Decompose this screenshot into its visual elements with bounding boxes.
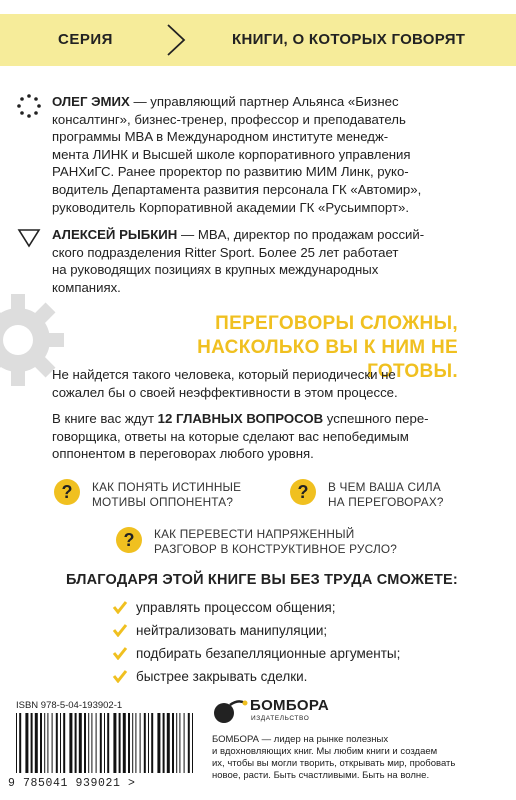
svg-text:?: ? [123,530,135,550]
series-name: КНИГИ, О КОТОРЫХ ГОВОРЯТ [232,31,466,48]
barcode-bar [104,713,105,773]
list-item [112,598,400,618]
barcode-bar [69,713,72,773]
question-line: В ЧЕМ ВАША СИЛА [328,480,441,494]
barcode-bar [52,713,53,773]
author-name: ОЛЕГ ЭМИХ [52,94,130,109]
barcode-bar [40,713,42,773]
question-line: КАК ПЕРЕВЕСТИ НАПРЯЖЕННЫЙ [154,527,355,541]
barcode-bar [119,713,121,773]
barcode-bar [75,713,77,773]
bio-line: компаниях. [52,279,121,295]
benefit-text: нейтрализовать манипуляции; [136,623,328,638]
svg-text:?: ? [297,482,309,502]
barcode-bar [60,713,61,773]
bio-line: консалтинг», бизнес-тренер, профессор и преподаватель [52,111,406,127]
benefit-text: управлять процессом общения; [136,600,336,615]
intro-paragraph [52,366,492,401]
barcode-bar [56,713,58,773]
bombora-logo-icon [212,697,248,725]
intro-line: сожалел бы о своей неэффективности в этом процессе. [52,384,398,400]
barcode-bar [172,713,174,773]
author-name: АЛЕКСЕЙ РЫБКИН [52,227,178,242]
triangle-down-icon [17,228,41,248]
barcode-bar [148,713,149,773]
benefit-text: подбирать безапелляционные аргументы; [136,646,401,661]
barcode-bar [35,713,38,773]
bio-line: — управляющий партнер Альянса «Бизнес [133,94,399,109]
bio-line: водитель Департамента развития персонала ГК «Автомир», [52,181,422,197]
barcode-bar [132,713,133,773]
question-line: НА ПЕРЕГОВОРАХ? [328,495,444,509]
about-line: их, чтобы вы могли творить, открывать мир, пробовать [212,758,456,769]
question-1 [92,480,241,510]
bio-line: — MBA, директор по продажам россий- [180,227,425,242]
list-item [112,621,400,641]
question-line: КАК ПОНЯТЬ ИСТИННЫЕ [92,480,242,494]
barcode-bar [157,713,160,773]
question-3 [154,527,397,557]
barcode-bar [140,713,141,773]
headline-line: ПЕРЕГОВОРЫ СЛОЖНЫ, [215,313,458,334]
barcode-bar [188,713,190,773]
chevron-right-icon [160,22,190,58]
barcode [8,697,200,795]
isbn-text: ISBN 978-5-04-193902-1 [16,700,123,711]
publisher-subtitle: ИЗДАТЕЛЬСТВО [251,715,310,722]
bio-line: руководитель Корпоративной академии ГК «Русьимпорт». [52,199,410,215]
barcode-bar [25,713,28,773]
info-line: говорщика, ответы на которые сделают вас непобедимым [52,428,409,444]
bio-line: программы MBA в Международном институте менедж- [52,129,389,145]
info-highlight: 12 ГЛАВНЫХ ВОПРОСОВ [157,411,324,426]
publisher-name: БОМБОРА [250,697,330,714]
barcode-bar [184,713,185,773]
barcode-bar [19,713,21,773]
list-item [112,644,400,664]
about-line: — лидер на рынке полезных [259,734,389,745]
info-text: В книге вас ждут [52,411,158,426]
barcode-bar [179,713,180,773]
about-line: и вдохновляющих книг. Мы любим книги и создаем [212,746,438,757]
barcode-bar [113,713,116,773]
book-info-paragraph [52,410,492,463]
question-line: РАЗГОВОР В КОНСТРУКТИВНОЕ РУСЛО? [154,542,398,556]
benefits-title: БЛАГОДАРЯ ЭТОЙ КНИГЕ ВЫ БЕЗ ТРУДА СМОЖЕТЕ: [66,572,458,588]
list-item [112,667,400,687]
question-2 [328,480,444,510]
benefits-list [112,598,400,687]
check-icon [112,646,128,660]
barcode-bar [100,713,102,773]
bio-line: ского подразделения Ritter Sport. Более 25 лет работает [52,244,399,260]
question-icon [114,525,144,555]
barcode-bar [163,713,165,773]
barcode-bar [128,713,130,773]
barcode-bar [192,713,193,773]
barcode-bar [176,713,177,773]
bio-line: на руководящих позициях в крупных международных [52,262,379,278]
headline-line: НАСКОЛЬКО ВЫ К НИМ НЕ ГОТОВЫ. [197,337,458,382]
barcode-bar [107,713,109,773]
benefit-text: быстрее закрывать сделки. [136,669,308,684]
barcode-bar [96,713,97,773]
barcode-bar [84,713,86,773]
barcode-bar [31,713,33,773]
dotted-circle-icon [16,93,42,119]
about-line: новое, расти. Быть счастливыми. Быть на волне. [212,770,430,781]
bio-line: РАНХиГС. Ранее проректор по развитию МИМ Линк, руко- [52,164,409,180]
svg-text:?: ? [61,482,73,502]
barcode-digits: 9 785041 939021 > [8,777,136,790]
intro-line: Не найдется такого человека, который периодически не [52,367,396,382]
check-icon [112,669,128,683]
info-text: успешного пере- [323,411,429,426]
barcode-bar [123,713,126,773]
barcode-bar [151,713,153,773]
barcode-bar [144,713,146,773]
info-line: оппонентом в переговорах любого уровня. [52,446,314,462]
author-bio-rybkin [52,226,492,296]
question-icon [288,477,318,507]
barcode-bars [8,713,200,775]
author-bio-emikh [52,93,492,216]
check-icon [112,623,128,637]
publisher-about [212,734,512,782]
barcode-bar [88,713,89,773]
barcode-bar [167,713,170,773]
check-icon [112,600,128,614]
barcode-bar [44,713,45,773]
barcode-bar [16,713,17,773]
bio-line: мента ЛИНК и Высшей школе корпоративного управления [52,146,411,162]
barcode-bar [135,713,136,773]
series-label: СЕРИЯ [58,31,113,48]
series-banner [0,14,516,66]
barcode-bar [91,713,92,773]
barcode-bar [79,713,82,773]
barcode-bar [63,713,65,773]
publisher-about-name: БОМБОРА [212,734,259,745]
question-icon [52,477,82,507]
barcode-bar [47,713,48,773]
question-line: МОТИВЫ ОППОНЕНТА? [92,495,234,509]
